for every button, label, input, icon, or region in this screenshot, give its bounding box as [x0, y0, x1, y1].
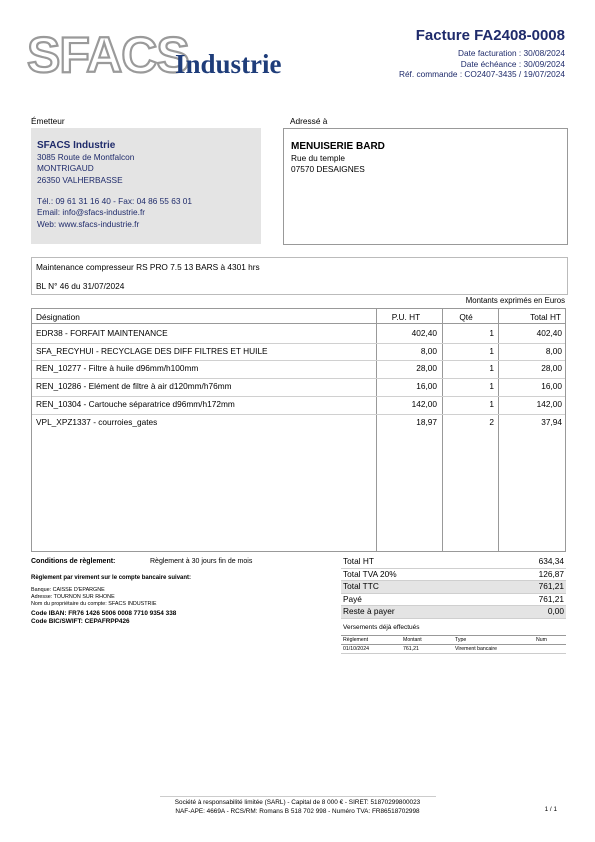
- amounts-note: Montants exprimés en Euros: [465, 296, 565, 305]
- paye-value: 761,21: [538, 593, 564, 604]
- reference-line1: Maintenance compresseur RS PRO 7.5 13 BARS à 4301 hrs: [36, 262, 260, 272]
- emetteur-label: Émetteur: [31, 116, 65, 126]
- row-qty: 1: [489, 345, 494, 356]
- emetteur-city: MONTRIGAUD: [37, 163, 94, 174]
- col-pu: P.U. HT: [391, 312, 421, 322]
- row-designation: SFA_RECYHUI - RECYCLAGE DES DIFF FILTRES ET HUILE: [36, 345, 268, 356]
- row-total: 37,94: [541, 416, 562, 427]
- row-pu: 16,00: [416, 381, 437, 392]
- company-logo: [27, 27, 287, 83]
- row-separator: [32, 414, 565, 415]
- bank-codes: [31, 610, 176, 626]
- row-designation: VPL_XPZ1337 - courroies_gates: [36, 416, 158, 427]
- versements-title: Versements déjà effectués: [343, 624, 420, 631]
- row-designation: REN_10304 - Cartouche séparatrice d96mm/h172mm: [36, 398, 235, 409]
- vers-reglement: 01/10/2024: [343, 646, 369, 652]
- emetteur-name: SFACS Industrie: [37, 140, 116, 151]
- row-total: 402,40: [536, 328, 562, 338]
- vers-type: Virement bancaire: [455, 646, 498, 652]
- destinataire-address: [291, 153, 365, 176]
- row-pu: 28,00: [416, 363, 437, 374]
- row-pu: 142,00: [411, 398, 437, 409]
- row-separator: [32, 378, 565, 379]
- row-qty: 1: [489, 328, 494, 338]
- date-facturation: Date facturation : 30/08/2024: [457, 48, 565, 58]
- emetteur-web: Web: www.sfacs-industrie.fr: [37, 218, 140, 229]
- totals-block: [341, 556, 566, 619]
- vers-col-type: Type: [455, 637, 467, 643]
- total-ttc-label: Total TTC: [343, 581, 379, 591]
- items-table-header: [32, 309, 565, 324]
- invoice-title: Facture FA2408-0008: [415, 27, 565, 44]
- bank-owner: Nom du propriétaire du compte: SFACS INDUSTRIE: [31, 600, 157, 607]
- bank-details: [31, 587, 157, 607]
- reference-line2: BL N° 46 du 31/07/2024: [36, 281, 125, 291]
- emetteur-address: [37, 152, 134, 186]
- row-designation: REN_10277 - Filtre à huile d96mm/h100mm: [36, 363, 199, 374]
- vers-col-montant: Montant: [403, 637, 422, 643]
- row-total: 16,00: [541, 381, 562, 392]
- row-total: 28,00: [541, 363, 562, 374]
- total-tva-row: [341, 569, 566, 582]
- reste-row: [341, 606, 566, 619]
- footer-line2: NAF-APE: 4669A - RCS/RM: Romans B 518 702 998 - Numéro TVA: FR86518702998: [175, 808, 420, 815]
- items-table: [31, 308, 566, 552]
- versements-row: [341, 645, 566, 654]
- row-pu: 402,40: [411, 328, 437, 338]
- destinataire-label: Adressé à: [290, 116, 328, 126]
- total-ht-row: [341, 556, 566, 569]
- row-pu: 18,97: [416, 416, 437, 427]
- bank-bic: Code BIC/SWIFT: CEPAFRPP426: [31, 618, 130, 625]
- reference-box: [31, 257, 568, 295]
- vers-montant: 761,21: [403, 646, 419, 652]
- row-qty: 1: [489, 398, 494, 409]
- reste-value: 0,00: [547, 606, 564, 616]
- bank-name: Banque: CAISSE D'EPARGNE: [31, 587, 105, 593]
- total-tva-value: 126,87: [538, 568, 564, 579]
- page-number: 1 / 1: [544, 806, 557, 813]
- row-qty: 1: [489, 381, 494, 392]
- row-qty: 2: [489, 416, 494, 427]
- date-echeance: Date échéance : 30/09/2024: [460, 58, 565, 69]
- conditions-value: Règlement à 30 jours fin de mois: [150, 558, 253, 565]
- total-ttc-row: [341, 581, 566, 594]
- emetteur-address1: 3085 Route de Montfalcon: [37, 152, 135, 162]
- col-total: Total HT: [530, 312, 561, 322]
- emetteur-email: Email: info@sfacs-industrie.fr: [37, 207, 146, 218]
- footer-divider: [160, 796, 436, 797]
- destinataire-name: MENUISERIE BARD: [291, 141, 385, 152]
- row-pu: 8,00: [420, 345, 437, 356]
- row-total: 142,00: [536, 398, 562, 409]
- emetteur-tel-fax: Tél.: 09 61 31 16 40 - Fax: 04 86 55 63 01: [37, 196, 192, 206]
- ref-commande: Réf. commande : CO2407-3435 / 19/07/2024: [398, 69, 565, 79]
- virement-title: Règlement par virement sur le compte bancaire suivant:: [31, 575, 192, 581]
- vers-col-num: Num: [536, 637, 547, 643]
- vers-col-reglement: Règlement: [343, 637, 369, 643]
- paye-row: [341, 594, 566, 607]
- row-total: 8,00: [545, 345, 562, 356]
- total-tva-label: Total TVA 20%: [343, 568, 397, 579]
- footer-line1: Société à responsabilité limitée (SARL) - Capital de 8 000 € - SIRET: 51870299800023: [174, 799, 421, 806]
- total-ttc-value: 761,21: [538, 581, 564, 591]
- row-separator: [32, 343, 565, 344]
- destinataire-postal-city: 07570 DESAIGNES: [291, 164, 365, 175]
- bank-address: Adresse: TOURNON SUR RHONE: [31, 593, 115, 600]
- row-designation: EDR38 - FORFAIT MAINTENANCE: [36, 328, 168, 338]
- row-designation: REN_10286 - Elément de filtre à air d120mm/h76mm: [36, 381, 232, 392]
- col-qty: Qté: [459, 312, 473, 322]
- row-separator: [32, 360, 565, 361]
- row-separator: [32, 396, 565, 397]
- logo-industrie-text: Industrie: [175, 49, 282, 79]
- invoice-meta: [399, 48, 565, 80]
- paye-label: Payé: [343, 593, 362, 604]
- reste-label: Reste à payer: [343, 606, 395, 616]
- versements-table: [341, 635, 566, 654]
- total-ht-label: Total HT: [343, 556, 374, 566]
- emetteur-postal-city: 26350 VALHERBASSE: [37, 174, 123, 185]
- logo-brand-text: SFACS: [27, 27, 189, 83]
- conditions-label: Conditions de règlement:: [31, 558, 116, 565]
- destinataire-address1: Rue du temple: [291, 153, 345, 163]
- emetteur-contact: [37, 196, 192, 230]
- row-qty: 1: [489, 363, 494, 374]
- versements-header: [341, 635, 566, 645]
- bank-iban: Code IBAN: FR76 1426 5006 0008 7710 9354 338: [31, 610, 177, 617]
- destinataire-box: [283, 128, 568, 245]
- col-designation: Désignation: [36, 312, 80, 322]
- emetteur-box: [31, 128, 261, 244]
- total-ht-value: 634,34: [538, 556, 564, 566]
